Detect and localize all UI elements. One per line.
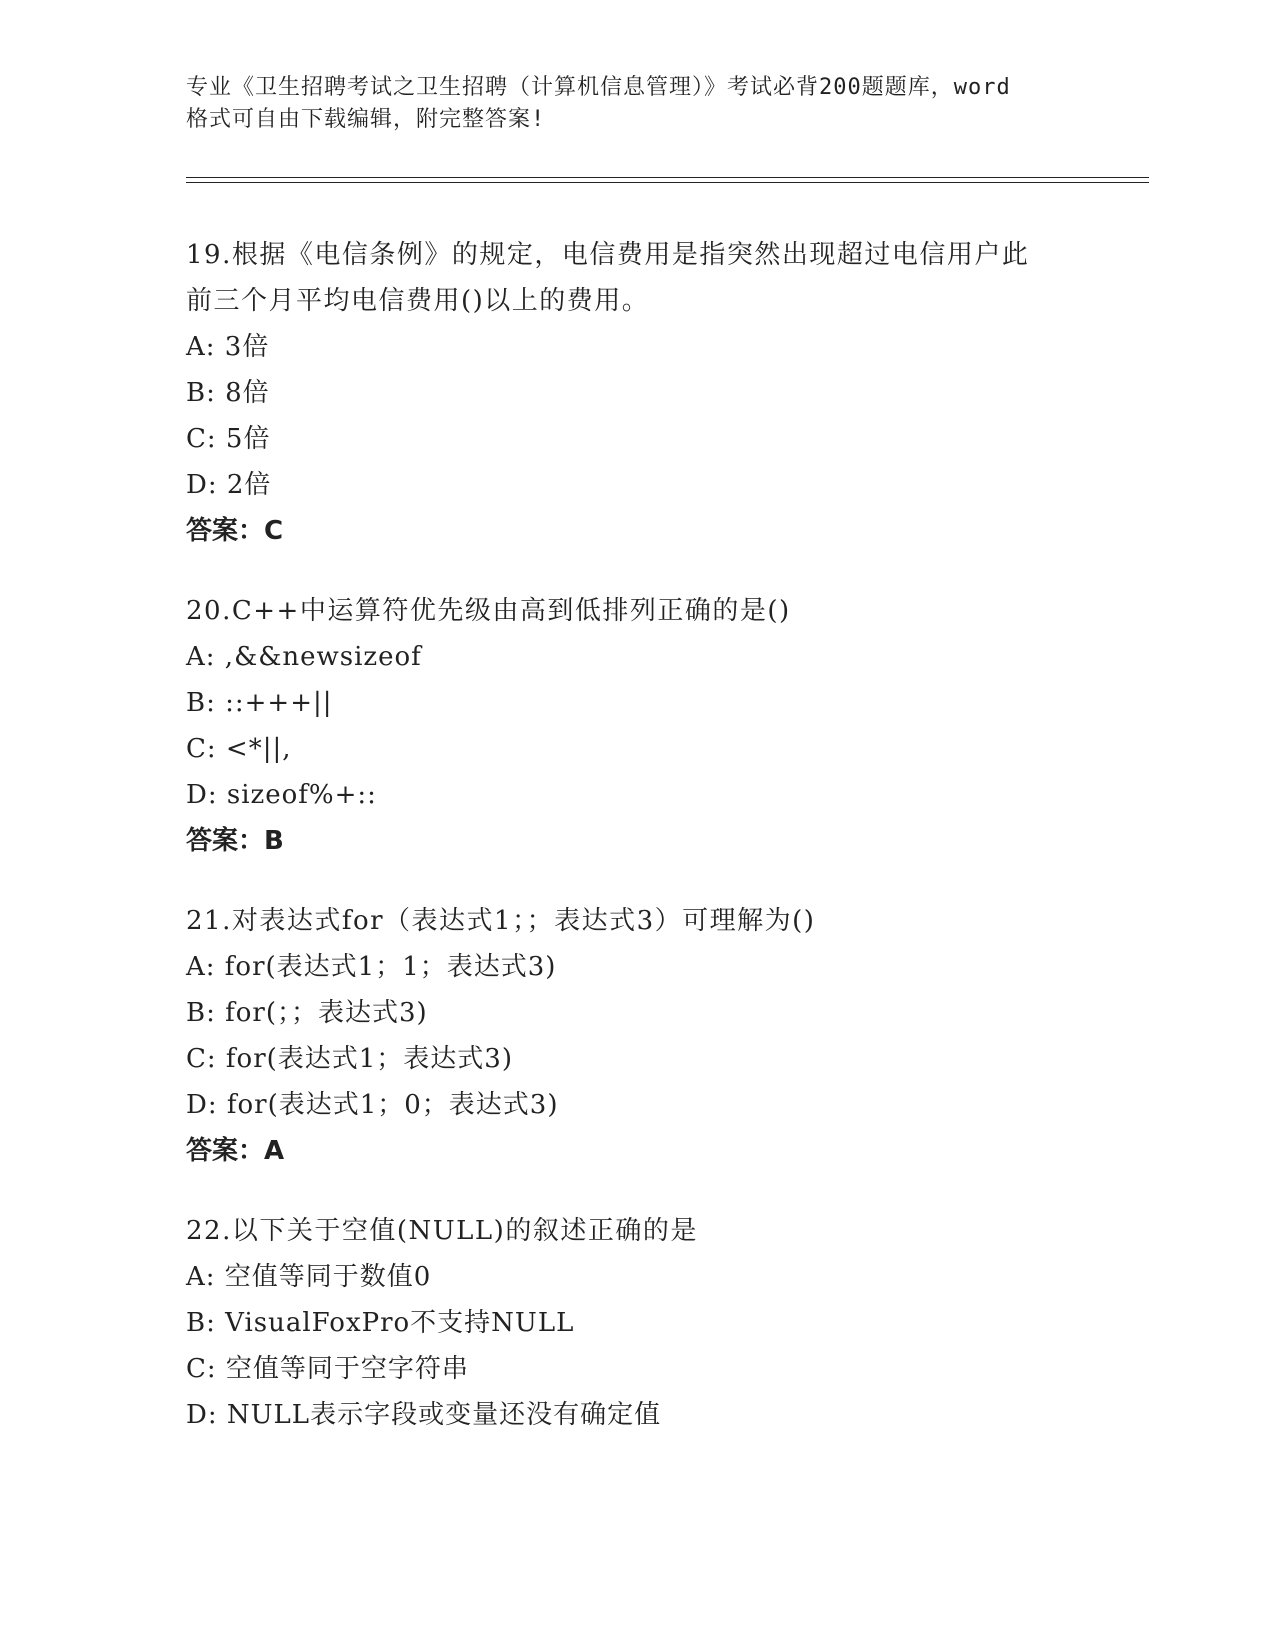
question-stem-line: 21.对表达式for（表达式1；；表达式3）可理解为() (186, 906, 816, 936)
option-d: D: NULL表示字段或变量还没有确定值 (186, 1400, 662, 1430)
question-stem (186, 898, 1146, 944)
answer-label: 答案：B (186, 826, 284, 856)
option-d: D: 2倍 (186, 470, 272, 500)
option-c: C: <*||, (186, 734, 292, 764)
question-22 (186, 1208, 1146, 1438)
header-divider-bottom (186, 182, 1149, 183)
option-a: A: 空值等同于数值0 (186, 1262, 432, 1292)
option-b: B: for(；；表达式3) (186, 998, 428, 1028)
option-a: A: for(表达式1；1；表达式3) (186, 952, 557, 982)
option-a: A: ,&&newsizeof (186, 642, 422, 672)
option-a: A: 3倍 (186, 332, 270, 362)
document-header (186, 72, 1086, 136)
header-line-2: 格式可自由下载编辑，附完整答案! (186, 107, 546, 132)
header-line-1: 专业《卫生招聘考试之卫生招聘（计算机信息管理）》考试必背200题题库，word (186, 75, 1011, 100)
option-c: C: for(表达式1；表达式3) (186, 1044, 513, 1074)
question-21 (186, 898, 1146, 1174)
question-list (186, 232, 1146, 1472)
option-d: D: for(表达式1；0；表达式3) (186, 1090, 559, 1120)
question-stem (186, 232, 1146, 324)
option-b: B: ::+++|| (186, 688, 333, 718)
header-divider-top (186, 177, 1149, 178)
option-b: B: 8倍 (186, 378, 270, 408)
answer-label: 答案：C (186, 516, 284, 546)
option-b: B: VisualFoxPro不支持NULL (186, 1308, 575, 1338)
question-stem-line: 20.C++中运算符优先级由高到低排列正确的是() (186, 596, 791, 626)
option-d: D: sizeof%+:: (186, 780, 377, 810)
question-stem-line: 22.以下关于空值(NULL)的叙述正确的是 (186, 1216, 698, 1246)
question-stem-line: 19.根据《电信条例》的规定，电信费用是指突然出现超过电信用户此 (186, 240, 1030, 270)
question-20 (186, 588, 1146, 864)
question-19 (186, 232, 1146, 554)
answer-label: 答案：A (186, 1136, 285, 1166)
option-c: C: 5倍 (186, 424, 271, 454)
option-c: C: 空值等同于空字符串 (186, 1354, 469, 1384)
question-stem (186, 1208, 1146, 1254)
question-stem (186, 588, 1146, 634)
question-stem-line: 前三个月平均电信费用()以上的费用。 (186, 286, 650, 316)
